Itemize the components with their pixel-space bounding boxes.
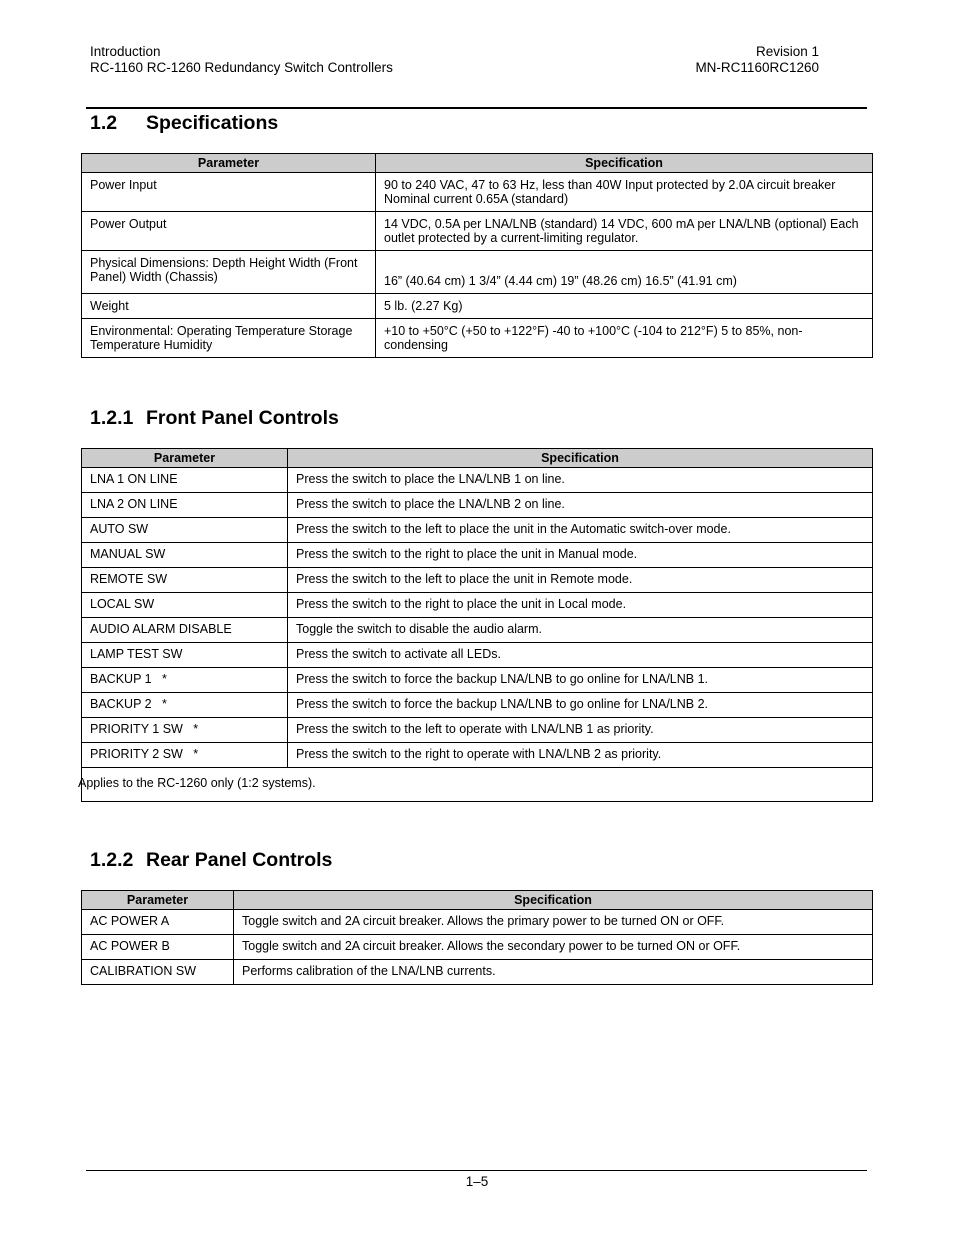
table-header-row [82,891,873,910]
column-header-specification: Specification [288,449,873,468]
specification-cell: Press the switch to the right to place the unit in Local mode. [288,593,873,618]
page-number: 1–5 [465,1174,489,1189]
footnote-text: Applies to the RC-1260 only (1:2 systems). [78,776,316,790]
parameter-cell: PRIORITY 1 SW * [82,718,288,743]
header-divider [86,107,867,109]
section-number: 1.2 [90,112,118,134]
table-row [82,543,873,568]
table-row [82,643,873,668]
parameter-cell: BACKUP 1 * [82,668,288,693]
parameter-cell: Weight [82,294,376,319]
specification-cell: 5 lb. (2.27 Kg) [376,294,873,319]
table-row [82,493,873,518]
table-row [82,518,873,543]
parameter-cell: Physical Dimensions: Depth Height Width (Front Panel) Width (Chassis) [82,251,376,294]
specification-cell: Performs calibration of the LNA/LNB currents. [234,960,873,985]
specification-cell: Toggle switch and 2A circuit breaker. Allows the primary power to be turned ON or OFF. [234,910,873,935]
table-row [82,960,873,985]
parameter-cell: CALIBRATION SW [82,960,234,985]
table-header-row [82,449,873,468]
section-title: Rear Panel Controls [146,849,333,871]
table-row [82,568,873,593]
specification-cell: +10 to +50°C (+50 to +122°F) -40 to +100°C (-104 to 212°F) 5 to 85%, non-condensing [376,319,873,358]
specification-cell: 14 VDC, 0.5A per LNA/LNB (standard) 14 VDC, 600 mA per LNA/LNB (optional) Each outlet protected by a current-limiting regulator. [376,212,873,251]
header-product: RC-1160 RC-1260 Redundancy Switch Controllers [90,60,393,75]
specification-cell: Press the switch to the right to place the unit in Manual mode. [288,543,873,568]
section-heading-front-panel [90,407,339,430]
specification-cell: Press the switch to force the backup LNA/LNB to go online for LNA/LNB 1. [288,668,873,693]
table-footnote [78,768,873,802]
parameter-cell: AUTO SW [82,518,288,543]
parameter-cell: AC POWER B [82,935,234,960]
specification-cell: Press the switch to the left to operate with LNA/LNB 1 as priority. [288,718,873,743]
parameter-cell: AUDIO ALARM DISABLE [82,618,288,643]
table-row [82,618,873,643]
table-row [82,668,873,693]
section-title: Front Panel Controls [146,407,339,429]
parameter-cell: AC POWER A [82,910,234,935]
specification-cell: Toggle the switch to disable the audio alarm. [288,618,873,643]
rear-panel-controls-table [81,890,873,985]
specifications-table [81,153,873,358]
parameter-cell: BACKUP 2 * [82,693,288,718]
column-header-parameter: Parameter [82,891,234,910]
specification-cell: Press the switch to place the LNA/LNB 1 on line. [288,468,873,493]
specification-cell: Press the switch to activate all LEDs. [288,643,873,668]
page-header-left [90,44,393,76]
front-panel-controls-table [78,448,873,802]
section-number: 1.2.2 [90,849,134,871]
section-title: Specifications [146,112,279,134]
parameter-cell: PRIORITY 2 SW * [82,743,288,768]
header-chapter: Introduction [90,44,161,59]
column-header-parameter: Parameter [82,154,376,173]
column-header-parameter: Parameter [82,449,288,468]
table-row [82,593,873,618]
specification-cell: Press the switch to the right to operate with LNA/LNB 2 as priority. [288,743,873,768]
parameter-cell: Power Output [82,212,376,251]
specification-cell: Press the switch to the left to place the unit in Remote mode. [288,568,873,593]
table-row [82,718,873,743]
table-row [82,294,873,319]
table-row [82,743,873,768]
section-heading-rear-panel [90,849,332,872]
parameter-cell: Environmental: Operating Temperature Storage Temperature Humidity [82,319,376,358]
table-row [82,693,873,718]
parameter-cell: LOCAL SW [82,593,288,618]
column-header-specification: Specification [234,891,873,910]
parameter-cell: REMOTE SW [82,568,288,593]
table-row [82,910,873,935]
section-heading-specifications [90,112,278,135]
table-row [82,319,873,358]
specification-cell: Press the switch to force the backup LNA/LNB to go online for LNA/LNB 2. [288,693,873,718]
column-header-specification: Specification [376,154,873,173]
table-row [82,251,873,294]
footer-divider [86,1170,867,1171]
specification-cell: Press the switch to place the LNA/LNB 2 on line. [288,493,873,518]
table-header-row [82,154,873,173]
specification-cell: 90 to 240 VAC, 47 to 63 Hz, less than 40W Input protected by 2.0A circuit breaker Nominal current 0.65A (standard) [376,173,873,212]
parameter-cell: LNA 2 ON LINE [82,493,288,518]
parameter-cell: Power Input [82,173,376,212]
header-revision: Revision 1 [755,44,819,59]
header-doc-number: MN-RC1160RC1260 [695,60,819,75]
table-note-row [82,768,873,802]
table-row [82,212,873,251]
table-row [82,935,873,960]
table-row [82,173,873,212]
specification-cell: Toggle switch and 2A circuit breaker. Allows the secondary power to be turned ON or OFF. [234,935,873,960]
section-number: 1.2.1 [90,407,134,429]
parameter-cell: LNA 1 ON LINE [82,468,288,493]
specification-cell: Press the switch to the left to place the unit in the Automatic switch-over mode. [288,518,873,543]
parameter-cell: MANUAL SW [82,543,288,568]
table-row [82,468,873,493]
parameter-cell: LAMP TEST SW [82,643,288,668]
specification-cell: 16” (40.64 cm) 1 3/4” (4.44 cm) 19” (48.26 cm) 16.5” (41.91 cm) [376,251,873,294]
page-header-right [695,44,819,76]
